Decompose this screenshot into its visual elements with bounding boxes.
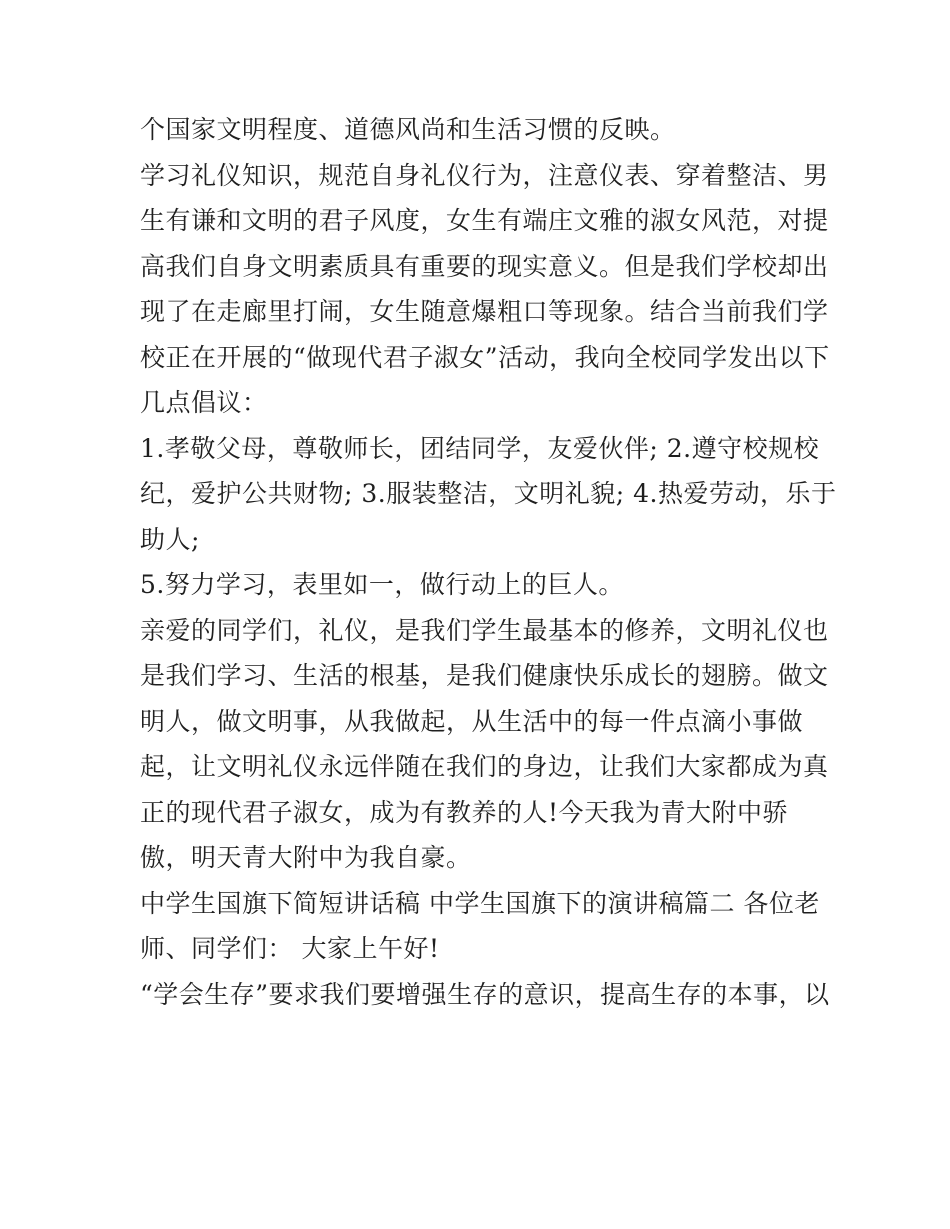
text-line: 现了在走廊里打闹，女生随意爆粗口等现象。结合当前我们学 <box>140 297 829 326</box>
text-line: 5.努力学习，表里如一，做行动上的巨人。 <box>140 570 624 599</box>
text-line: 亲爱的同学们，礼仪，是我们学生最基本的修养，文明礼仪也 <box>140 615 829 645</box>
text-line: 高我们自身文明素质具有重要的现实意义。但是我们学校却出 <box>140 251 829 281</box>
document-body <box>140 107 837 1017</box>
text-line: 傲，明天青大附中为我自豪。 <box>140 843 472 872</box>
text-line: 明人，做文明事，从我做起，从生活中的每一件点滴小事做 <box>140 706 804 736</box>
text-line: “学会生存”要求我们要增强生存的意识，提高生存的本事，以 <box>140 979 830 1009</box>
text-line: 是我们学习、生活的根基，是我们健康快乐成长的翅膀。做文 <box>140 661 829 690</box>
text-line: 个国家文明程度、道德风尚和生活习惯的反映。 <box>140 115 676 144</box>
text-line: 助人; <box>140 524 200 554</box>
text-line: 中学生国旗下简短讲话稿 中学生国旗下的演讲稿篇二 各位老 <box>140 888 820 918</box>
text-line: 正的现代君子淑女，成为有教养的人!今天我为青大附中骄 <box>140 797 789 827</box>
text-line: 纪，爱护公共财物; 3.服装整洁，文明礼貌; 4.热爱劳动，乐于 <box>140 479 837 508</box>
text-line: 起，让文明礼仪永远伴随在我们的身边，让我们大家都成为真 <box>140 752 829 781</box>
text-line: 1.孝敬父母，尊敬师长，团结同学，友爱伙伴; 2.遵守校规校 <box>140 433 820 463</box>
text-line: 校正在开展的“做现代君子淑女”活动，我向全校同学发出以下 <box>140 342 830 372</box>
text-line: 生有谦和文明的君子风度，女生有端庄文雅的淑女风范，对提 <box>140 206 829 235</box>
text-line: 学习礼仪知识，规范自身礼仪行为，注意仪表、穿着整洁、男 <box>140 160 829 190</box>
text-line: 几点倡议： <box>140 388 268 417</box>
text-line: 师、同学们： 大家上午好! <box>140 934 440 963</box>
